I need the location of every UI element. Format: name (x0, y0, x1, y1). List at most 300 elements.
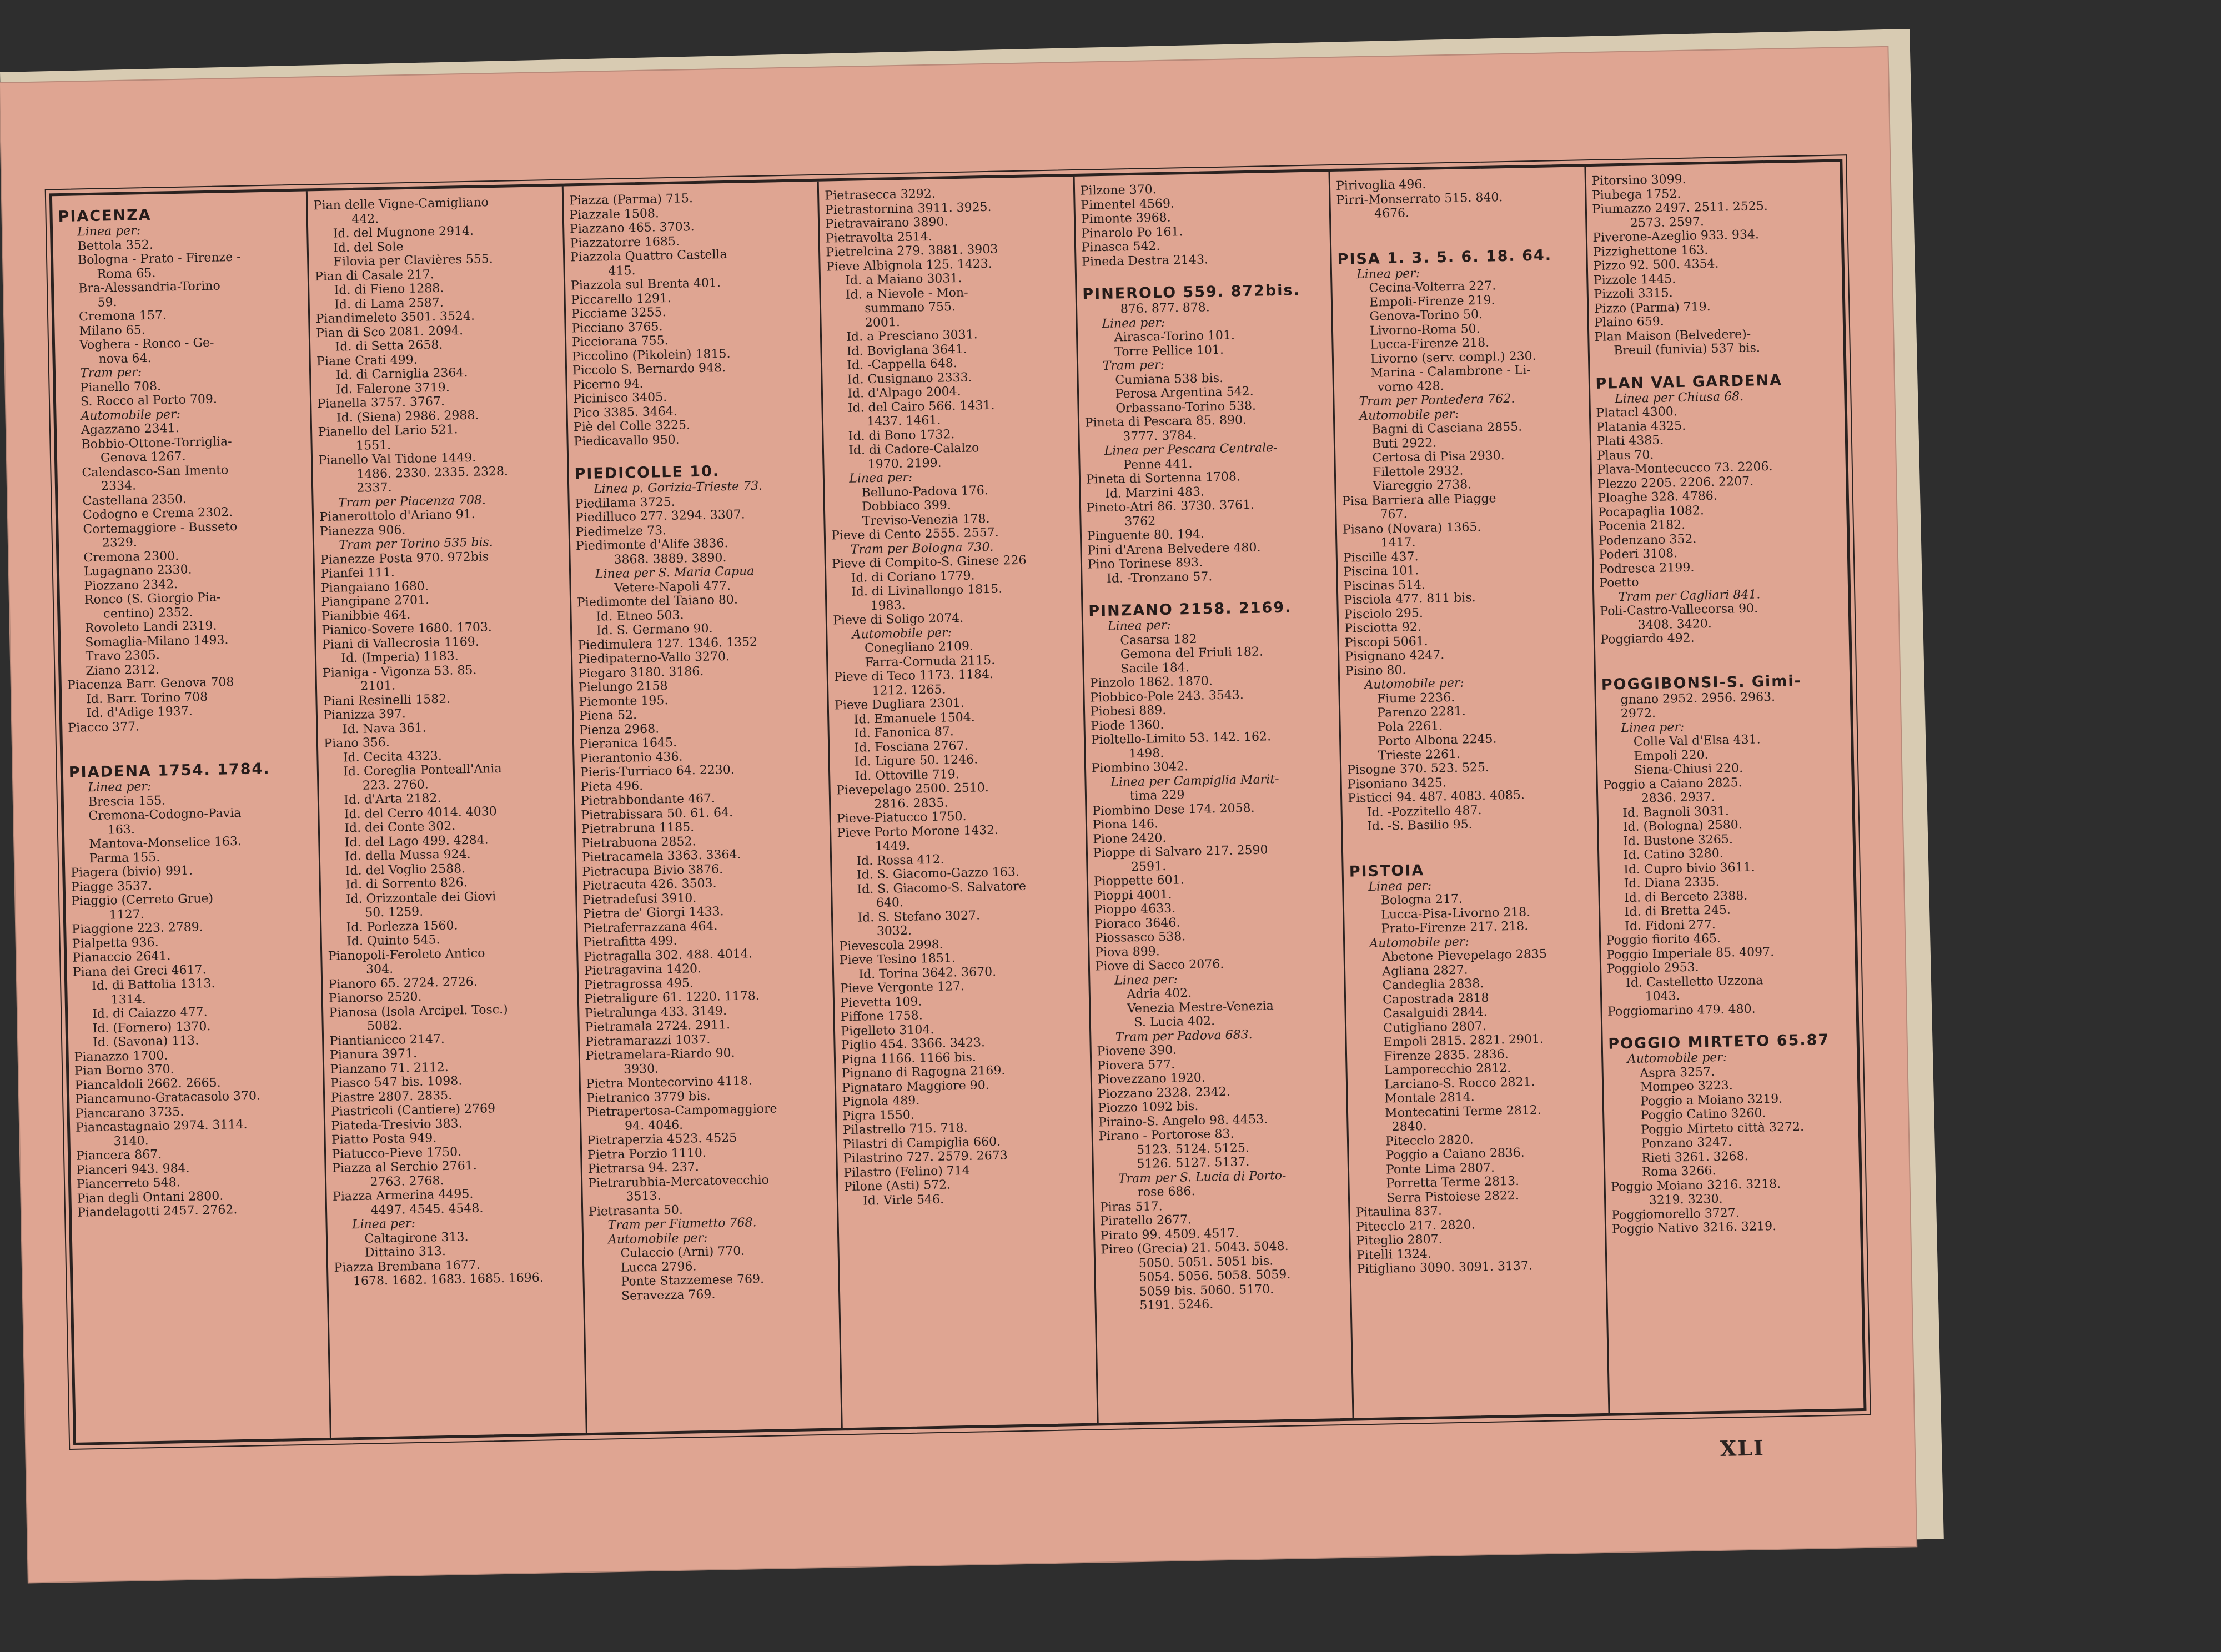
index-entry: Pieris-Turriaco 64. 2230. (580, 762, 735, 780)
index-entry: Pietrapertosa-Campomaggiore (586, 1102, 777, 1120)
index-entry: Id. del Cerro 4014. 4030 (344, 804, 497, 821)
index-entry: Brescia 155. (88, 794, 166, 809)
index-entry: Filettole 2932. (1372, 464, 1464, 480)
index-entry: Venezia Mestre-Venezia (1127, 998, 1274, 1016)
index-entry: Aspra 3257. (1640, 1064, 1715, 1081)
index-entry: Livorno-Roma 50. (1369, 322, 1480, 338)
index-entry: Piaggione 223. 2789. (72, 920, 204, 937)
index-entry: 2840. (1391, 1119, 1427, 1134)
index-entry: Pianezza 906. (319, 523, 406, 539)
index-entry: Pitorsino 3099. (1591, 172, 1686, 189)
index-entry: Id. Cecita 4323. (343, 749, 442, 765)
index-entry: Piccolino (Pikolein) 1815. (572, 347, 731, 364)
index-entry: Id. di Fieno 1288. (334, 281, 444, 298)
index-entry: Pianorso 2520. (328, 990, 422, 1006)
index-entry: Linea p. Gorizia-Trieste 73. (593, 479, 763, 496)
index-entry: Picciame 3255. (571, 305, 666, 322)
index-table (49, 159, 1867, 1445)
index-entry: Piè del Colle 3225. (573, 418, 691, 435)
index-entry: Piazzatorre 1685. (570, 234, 680, 250)
index-entry: Automobile per: (81, 407, 181, 423)
index-entry: Perosa Argentina 542. (1115, 384, 1254, 401)
index-entry: 5054. 5056. 5058. 5059. (1139, 1267, 1291, 1285)
index-entry: Pico 3385. 3464. (573, 404, 678, 420)
index-entry: Pimentel 4569. (1081, 196, 1175, 213)
index-entry: 2001. (865, 315, 901, 330)
index-entry: Tram per Torino 535 bis. (339, 535, 494, 553)
index-entry: Pianopoli-Feroleto Antico (328, 946, 485, 963)
index-entry: Linea per Pescara Centrale- (1104, 440, 1278, 458)
index-entry: Roma 65. (97, 266, 156, 282)
index-entry: Id. di Bretta 245. (1624, 903, 1731, 920)
index-entry: Piedimelze 73. (575, 523, 667, 539)
index-entry: Gemona del Friuli 182. (1120, 645, 1264, 662)
index-entry: Pieve Vergonte 127. (840, 979, 965, 996)
index-entry: Pietragrossa 495. (584, 976, 694, 992)
index-entry: Porto Albona 2245. (1378, 732, 1497, 749)
index-entry: Viareggio 2738. (1373, 478, 1472, 494)
index-entry: Piozzano 2328. 2342. (1097, 1084, 1230, 1101)
index-entry: Bagni di Casciana 2855. (1371, 420, 1522, 437)
index-entry: 4497. 4545. 4548. (370, 1201, 484, 1218)
index-entry: Piagera (bivio) 991. (71, 863, 193, 880)
index-entry: Pisogne 370. 523. 525. (1347, 760, 1490, 777)
index-entry: Id. d'Adige 1937. (86, 704, 193, 721)
index-entry: Piglio 454. 3366. 3423. (841, 1036, 986, 1053)
index-entry: Colle Val d'Elsa 431. (1633, 732, 1761, 749)
index-entry: Pignano di Ragogna 2169. (841, 1063, 1006, 1081)
index-entry: Lucca-Firenze 218. (1370, 335, 1490, 352)
index-entry: Id. di Berceto 2388. (1624, 888, 1748, 905)
index-column-6 (1330, 167, 1610, 1418)
index-entry: Piedimonte d'Alife 3836. (575, 536, 728, 554)
index-entry: Id. dei Conte 302. (344, 819, 456, 836)
index-entry: Automobile per: (852, 625, 952, 642)
index-entry: Pianibbie 464. (321, 607, 411, 624)
index-entry: Piazza Brembana 1677. (334, 1258, 480, 1275)
index-entry: Bobbio-Ottone-Torriglia- (81, 434, 232, 451)
index-entry: Plezzo 2205. 2206. 2207. (1597, 474, 1754, 491)
index-entry: Id. -S. Basilio 95. (1367, 817, 1473, 833)
index-entry: Farra-Cornuda 2115. (865, 653, 996, 670)
index-entry: Airasca-Torino 101. (1114, 328, 1235, 345)
index-entry: 2763. 2768. (370, 1173, 444, 1189)
index-entry: Piombino Dese 174. 2058. (1092, 801, 1255, 818)
index-entry: rose 686. (1137, 1184, 1195, 1200)
index-entry: Pineda Destra 2143. (1081, 252, 1209, 269)
index-entry: Plava-Montecucco 73. 2206. (1597, 459, 1773, 477)
index-entry: Piovezzano 1920. (1097, 1071, 1205, 1087)
index-entry: Pietradefusi 3910. (582, 891, 697, 907)
index-entry: Pione 2420. (1092, 831, 1167, 846)
index-entry: Piemonte 195. (579, 693, 669, 709)
index-entry: Pietra Montecorvino 4118. (586, 1074, 752, 1092)
index-entry: Pian delle Vigne-Camigliano (313, 195, 489, 213)
index-entry: Poggio Moiano 3216. 3218. (1610, 1177, 1781, 1194)
index-entry: Id. Bustone 3265. (1623, 832, 1733, 848)
index-entry: Castellana 2350. (82, 492, 187, 508)
index-entry: Pola 2261. (1377, 719, 1443, 735)
index-entry: Pieve di Compito-S. Ginese 226 (831, 553, 1027, 571)
index-entry: Id. Torina 3642. 3670. (858, 965, 997, 982)
index-entry: 1437. 1461. (867, 413, 941, 429)
index-entry: 1314. (110, 992, 146, 1007)
index-entry: Milano 65. (79, 323, 145, 338)
index-entry: Piacco 377. (68, 719, 140, 735)
index-entry: Pitelli 1324. (1356, 1247, 1432, 1262)
index-entry: Pitecclo 2820. (1385, 1132, 1474, 1148)
index-entry: Id. Etneo 503. (596, 608, 684, 624)
index-entry: Poggiolo 2953. (1606, 960, 1699, 976)
index-entry: Tram per Padova 683. (1115, 1027, 1253, 1045)
index-entry: Larciano-S. Rocco 2821. (1384, 1074, 1535, 1092)
index-entry: Pianello Val Tidone 1449. (318, 450, 476, 468)
index-entry: Pietravairano 3890. (825, 215, 948, 232)
index-entry: Piscina 101. (1343, 564, 1419, 579)
index-entry: Pietravolta 2514. (825, 229, 933, 246)
index-entry: Pioltello-Limito 53. 142. 162. (1091, 730, 1272, 747)
index-entry: Linea per: (1621, 720, 1685, 735)
index-entry: 4676. (1374, 206, 1410, 221)
index-entry: Pizzo 92. 500. 4354. (1593, 257, 1719, 273)
index-entry: 3032. (876, 923, 912, 938)
index-entry: Piubega 1752. (1591, 187, 1681, 203)
index-entry: nova 64. (98, 351, 152, 366)
index-entry: Piane Crati 499. (316, 353, 418, 369)
index-entry: Poggio fiorito 465. (1606, 931, 1721, 948)
index-entry: Piovene 390. (1097, 1043, 1177, 1059)
index-entry: Pian di Sco 2081. 2094. (315, 323, 464, 340)
index-entry: Lamporecchio 2812. (1384, 1061, 1511, 1078)
index-entry: Pigna 1166. 1166 bis. (841, 1050, 977, 1067)
index-entry: Pievepelago 2500. 2510. (836, 781, 989, 798)
index-entry: Pocenia 2182. (1598, 518, 1686, 534)
index-entry: Piazza al Serchio 2761. (331, 1158, 477, 1176)
index-entry: Id. Castelletto Uzzona (1625, 973, 1763, 990)
index-entry: Id. d'Alpago 2004. (847, 384, 961, 401)
index-entry: Id. Fidoni 277. (1624, 917, 1716, 933)
index-entry: Piastricoli (Cantiere) 2769 (330, 1102, 496, 1119)
index-entry: Pietramelara-Riardo 90. (585, 1046, 735, 1063)
index-entry: Mantova-Monselice 163. (89, 834, 242, 852)
index-entry: Roma 3266. (1641, 1164, 1716, 1179)
index-entry: Pieve-Piatucco 1750. (836, 809, 967, 826)
index-entry: Calendasco-San Imento (82, 463, 229, 480)
index-entry: Pocapaglia 1082. (1597, 503, 1705, 520)
index-entry: gnano 2952. 2956. 2963. (1620, 690, 1776, 707)
index-entry: Pianfei 111. (320, 565, 395, 581)
index-entry: Piantianicco 2147. (329, 1032, 445, 1048)
index-entry: Pigelleto 3104. (841, 1022, 934, 1038)
index-entry: Pietracuta 426. 3503. (582, 876, 717, 893)
index-entry: Tram per: (1102, 358, 1165, 373)
index-entry: Linea per: (848, 470, 913, 486)
index-heading: PINZANO 2158. 2169. (1088, 599, 1292, 620)
index-entry: 3513. (626, 1189, 661, 1204)
index-entry: 876. 877. 878. (1120, 300, 1210, 317)
index-entry: Poggiomorello 3727. (1611, 1206, 1740, 1223)
index-entry: Piancamuno-Gratacasolo 370. (74, 1089, 261, 1107)
index-entry: Pietrabruna 1185. (581, 820, 695, 837)
index-entry: Capostrada 2818 (1383, 991, 1489, 1007)
index-entry: Id. Orizzontale dei Giovi (345, 889, 496, 906)
index-entry: Pigra 1550. (842, 1108, 915, 1123)
index-entry: Buti 2922. (1371, 435, 1437, 451)
index-entry: Casarsa 182 (1120, 632, 1197, 647)
index-entry: Linea per: (1102, 315, 1165, 331)
index-entry: Adria 402. (1127, 986, 1192, 1002)
index-entry: Piateda-Tresivio 383. (331, 1116, 463, 1133)
index-entry: 3868. 3889. 3890. (614, 550, 727, 567)
index-entry: 442. (351, 212, 379, 227)
index-entry: Cremona 157. (78, 308, 167, 324)
index-entry: Culaccio (Arni) 770. (620, 1244, 745, 1261)
index-entry: Id. S. Giacomo-Gazzo 163. (856, 865, 1020, 882)
index-entry: Sacile 184. (1120, 660, 1190, 676)
index-entry: 1417. (1380, 535, 1416, 550)
index-entry: Pirivoglia 496. (1335, 177, 1426, 193)
index-entry: Lucca-Pisa-Livorno 218. (1381, 905, 1531, 922)
index-entry: Ploaghe 328. 4786. (1597, 489, 1718, 505)
index-entry: Pioppe di Salvaro 217. 2590 (1093, 843, 1268, 861)
index-entry: Piangipane 2701. (321, 593, 430, 610)
index-entry: Linea per S. Maria Capua (595, 564, 755, 581)
index-entry: Piova 899. (1094, 944, 1160, 960)
index-entry: Pinasca 542. (1081, 239, 1160, 255)
index-entry: Piffone 1758. (840, 1008, 923, 1025)
index-entry: Mompeo 3223. (1640, 1078, 1733, 1094)
index-entry: Pianceri 943. 984. (76, 1161, 190, 1178)
index-entry: Piteglio 2807. (1356, 1232, 1443, 1248)
index-entry: Piras 517. (1099, 1199, 1163, 1214)
index-entry: 2334. (101, 479, 137, 494)
index-entry: Tram per Pontedera 762. (1359, 391, 1515, 409)
index-entry: Id. Diana 2335. (1624, 875, 1720, 891)
index-entry: Pianello del Lario 521. (318, 423, 458, 440)
index-entry: Plan Maison (Belvedere)- (1594, 327, 1751, 344)
index-entry: Pilastrello 715. 718. (842, 1121, 968, 1138)
index-entry: Tram per Piacenza 708. (338, 493, 486, 510)
index-entry: Id. Virle 546. (862, 1192, 944, 1208)
index-entry: 5050. 5051. 5051 bis. (1138, 1253, 1274, 1271)
index-entry: Podenzano 352. (1598, 531, 1697, 548)
index-entry: Parenzo 2281. (1377, 704, 1466, 720)
index-entry: Linea per: (1356, 266, 1420, 282)
index-entry: Dobbiaco 399. (861, 498, 952, 514)
index-entry: Piedimonte del Taiano 80. (576, 592, 738, 610)
index-entry: Piana dei Greci 4617. (72, 962, 207, 980)
index-entry: Pizzo (Parma) 719. (1594, 299, 1711, 316)
index-entry: Pino Torinese 893. (1087, 555, 1203, 572)
index-entry: Id. (Imperia) 1183. (341, 649, 459, 666)
index-heading: PIADENA 1754. 1784. (68, 760, 270, 781)
index-entry: Bettola 352. (77, 238, 154, 253)
index-entry: Vetere-Napoli 477. (614, 579, 731, 595)
index-entry: Piacenza Barr. Genova 708 (67, 675, 234, 692)
index-entry: Id. S. Stefano 3027. (857, 908, 981, 925)
index-entry: Pianella 3757. 3767. (317, 394, 445, 411)
index-entry: Piedicavallo 950. (574, 433, 680, 449)
index-entry: Tram per Cagliari 841. (1618, 587, 1761, 604)
index-entry: Bra-Alessandria-Torino (78, 279, 220, 296)
index-entry: Bologna - Prato - Firenze - (77, 250, 241, 268)
index-entry: Orbassano-Torino 538. (1115, 399, 1257, 416)
index-entry: Piazzale 1508. (569, 206, 660, 222)
index-entry: Piedipaterno-Vallo 3270. (577, 649, 730, 667)
index-entry: Pisoniano 3425. (1347, 775, 1447, 792)
index-entry: Pieve di Cento 2555. 2557. (831, 525, 999, 543)
index-entry: Id. del Cairo 566. 1431. (847, 398, 995, 415)
index-entry: Automobile per: (1627, 1050, 1727, 1067)
index-entry: Piani Resinelli 1582. (323, 692, 451, 709)
index-column-1 (52, 191, 331, 1442)
index-entry: Porretta Terme 2813. (1386, 1174, 1520, 1191)
index-entry: Pisa Barriera alle Piagge (1341, 491, 1496, 509)
index-entry: Pisano (Novara) 1365. (1342, 520, 1481, 537)
index-entry: Pizzighettone 163. (1592, 243, 1709, 259)
index-entry: Piani di Vallecrosia 1169. (321, 635, 479, 652)
index-entry: Poggio Imperiale 85. 4097. (1606, 945, 1775, 962)
index-entry: Id. Ottoville 719. (855, 767, 959, 784)
index-entry: Id. di Lama 2587. (334, 295, 444, 312)
index-entry: Linea per: (88, 780, 152, 795)
index-entry: Pioppo 4633. (1094, 901, 1176, 917)
index-entry: Poli-Castro-Vallecorsa 90. (1600, 601, 1758, 619)
index-entry: Linea per Chiusa 68. (1614, 389, 1744, 406)
index-entry: Lugagnano 2330. (83, 563, 192, 579)
index-entry: Piove di Sacco 2076. (1095, 957, 1224, 974)
index-column-2 (308, 187, 587, 1438)
index-entry: Piedilama 3725. (575, 495, 675, 511)
index-entry: Pietrastornina 3911. 3925. (825, 200, 992, 218)
index-entry: summano 755. (865, 300, 956, 316)
index-entry: Pieranica 1645. (579, 735, 677, 752)
index-entry: Id. di Sorrento 826. (345, 876, 468, 892)
index-entry: Piccolo S. Bernardo 948. (572, 361, 726, 378)
index-entry: Parma 155. (89, 850, 160, 866)
index-entry: Piaggio (Cerreto Grue) (71, 891, 214, 908)
index-entry: 2573. 2597. (1630, 214, 1705, 230)
index-entry: Pianoro 65. 2724. 2726. (328, 975, 478, 992)
index-entry: Piastre 2807. 2835. (330, 1088, 453, 1105)
index-entry: Poggio a Caiano 2836. (1385, 1146, 1525, 1163)
index-entry: 1043. (1645, 989, 1680, 1004)
index-entry: Pietraferrazzana 464. (583, 918, 718, 936)
index-entry: Conegliano 2109. (864, 639, 974, 656)
index-entry: Pizzole 1445. (1593, 272, 1676, 288)
index-entry: Ponzano 3247. (1641, 1135, 1732, 1151)
index-entry: Empoli 220. (1634, 747, 1709, 764)
index-entry: Empoli-Firenze 219. (1369, 293, 1495, 310)
index-entry: Pierantonio 436. (580, 750, 683, 766)
index-heading: PLAN VAL GARDENA (1595, 371, 1783, 393)
index-entry: Pioraco 3646. (1094, 915, 1180, 931)
index-entry: 1486. 2330. 2335. 2328. (356, 464, 509, 481)
index-entry: Pilastro (Felino) 714 (843, 1163, 971, 1180)
index-entry: Piegaro 3180. 3186. (578, 664, 704, 681)
index-entry: Pieta 496. (580, 779, 644, 794)
index-entry: Pielungo 2158 (578, 679, 668, 695)
index-entry: Pirato 99. 4509. 4517. (1100, 1226, 1239, 1243)
index-entry: Pirano - Portorose 83. (1098, 1127, 1234, 1144)
index-entry: Travo 2305. (85, 648, 160, 664)
index-entry: Pietrarsa 94. 237. (587, 1160, 700, 1177)
index-entry: Piazza Armerina 4495. (332, 1187, 474, 1204)
index-entry: 2836. 2937. (1641, 790, 1715, 806)
index-entry: Picinisco 3405. (572, 390, 667, 406)
index-entry: Pieve Tesino 1851. (839, 951, 956, 968)
index-entry: Platacl 4300. (1596, 405, 1677, 420)
index-entry: Pian di Casale 217. (314, 267, 435, 284)
index-entry: Pietrelcina 279. 3881. 3903 (826, 242, 998, 260)
index-entry: Pietragalla 302. 488. 4014. (583, 946, 753, 964)
index-entry: 2816. 2835. (874, 795, 948, 811)
index-entry: Pietra Porzio 1110. (587, 1146, 707, 1162)
index-entry: Tram per Fiumetto 768. (607, 1216, 757, 1233)
index-entry: Piode 1360. (1091, 717, 1164, 734)
index-entry: Id. d'Arta 2182. (344, 791, 441, 807)
index-entry: Automobile per: (607, 1231, 708, 1247)
index-entry: Id. Quinto 545. (346, 933, 440, 949)
index-entry: 5059 bis. 5060. 5170. (1139, 1282, 1274, 1299)
index-entry: Piandelagotti 2457. 2762. (77, 1203, 238, 1220)
index-entry: Pineta di Pescara 85. 890. (1084, 413, 1247, 430)
index-entry: Piona 146. (1092, 817, 1159, 832)
index-entry: Picciorana 755. (571, 333, 669, 350)
index-column-4 (819, 177, 1098, 1428)
index-entry: Pilzone 370. (1080, 183, 1157, 198)
index-entry: Pietrasecca 3292. (825, 187, 936, 203)
index-entry: Piozzano 2342. (84, 577, 178, 593)
index-entry: Pietrasanta 50. (588, 1203, 684, 1219)
index-entry: Pianico-Sovere 1680. 1703. (321, 620, 493, 638)
index-entry: Piangaiano 1680. (320, 579, 429, 595)
index-entry: Piazzola Quattro Castella (570, 247, 727, 265)
index-entry: Id. del Lago 499. 4284. (344, 832, 489, 850)
index-entry: 2972. (1620, 706, 1656, 721)
index-entry: Pietracamela 3363. 3364. (581, 847, 741, 865)
index-entry: Id. Barr. Torino 708 (86, 690, 208, 706)
index-entry: S. Lucia 402. (1134, 1014, 1215, 1030)
index-entry: 3930. (623, 1062, 659, 1077)
book-page (0, 47, 1916, 1583)
index-entry: 3219. 3230. (1649, 1192, 1723, 1208)
index-entry: Caltagirone 313. (364, 1229, 469, 1246)
index-entry: Id. a Maiano 3031. (845, 271, 962, 288)
index-entry: Pinguente 80. 194. (1087, 527, 1205, 544)
index-entry: Id. di Battolia 1313. (91, 976, 215, 993)
index-entry: Firenze 2835. 2836. (1383, 1047, 1509, 1063)
index-entry: Pini d'Arena Belvedere 480. (1087, 540, 1261, 558)
index-entry: Pignola 489. (842, 1093, 920, 1109)
index-entry: 2591. (1130, 859, 1167, 874)
index-entry: 5191. 5246. (1139, 1297, 1214, 1313)
index-entry: Linea per: (1107, 618, 1172, 634)
index-entry: Pitigliano 3090. 3091. 3137. (1356, 1259, 1533, 1277)
index-entry: Montecatini Terme 2812. (1384, 1103, 1542, 1120)
index-entry: Piancastagnaio 2974. 3114. (75, 1117, 248, 1135)
index-entry: Serra Pistoiese 2822. (1386, 1188, 1520, 1205)
index-entry: tima 229 (1129, 788, 1185, 804)
index-entry: 2329. (102, 535, 138, 550)
index-entry: Id. del Voglio 2588. (345, 861, 466, 878)
index-entry: Poggio Mirteto città 3272. (1641, 1119, 1805, 1137)
index-entry: Id. Boviglana 3641. (846, 342, 968, 359)
index-entry: Pietra de' Giorgi 1433. (582, 905, 724, 922)
index-entry: Pioppette 601. (1093, 873, 1184, 889)
index-heading: PISTOIA (1349, 861, 1425, 881)
index-entry: Genova-Torino 50. (1369, 307, 1483, 324)
